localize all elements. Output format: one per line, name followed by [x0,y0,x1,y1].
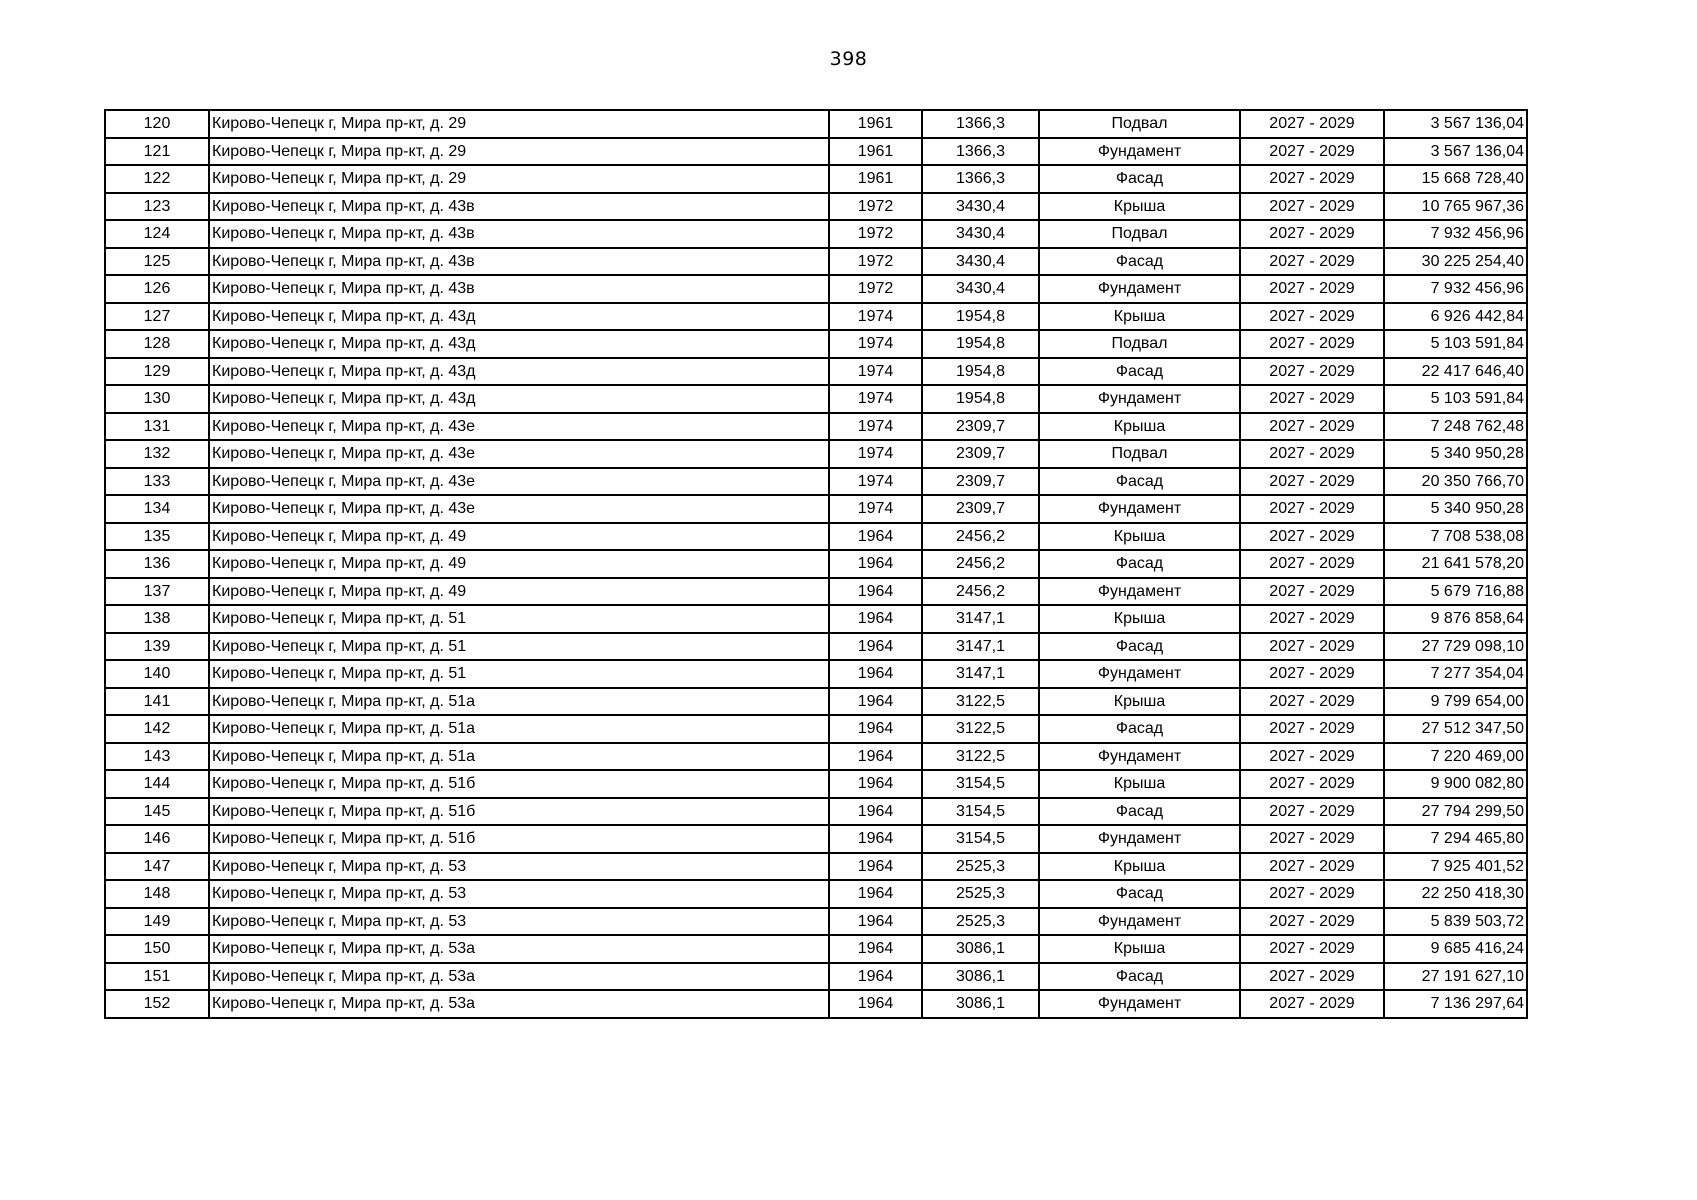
work-type-cell: Фасад [1039,633,1240,661]
table-row [105,495,1527,523]
area-cell: 1954,8 [922,330,1039,358]
cost-cell: 9 900 082,80 [1384,770,1527,798]
address-cell: Кирово-Чепецк г, Мира пр-кт, д. 53 [209,853,829,881]
work-type-cell: Фундамент [1039,908,1240,936]
row-number-cell: 131 [105,413,209,441]
address-cell: Кирово-Чепецк г, Мира пр-кт, д. 43в [209,220,829,248]
address-cell: Кирово-Чепецк г, Мира пр-кт, д. 51 [209,633,829,661]
cost-cell: 7 925 401,52 [1384,853,1527,881]
row-number-cell: 137 [105,578,209,606]
area-cell: 1954,8 [922,358,1039,386]
work-type-cell: Фундамент [1039,990,1240,1018]
work-type-cell: Крыша [1039,303,1240,331]
build-year-cell: 1972 [829,193,922,221]
address-cell: Кирово-Чепецк г, Мира пр-кт, д. 51а [209,743,829,771]
row-number-cell: 123 [105,193,209,221]
cost-cell: 7 932 456,96 [1384,220,1527,248]
address-cell: Кирово-Чепецк г, Мира пр-кт, д. 43е [209,495,829,523]
work-type-cell: Подвал [1039,330,1240,358]
repair-schedule-table [104,109,1528,1019]
row-number-cell: 152 [105,990,209,1018]
area-cell: 3430,4 [922,248,1039,276]
build-year-cell: 1972 [829,220,922,248]
work-type-cell: Фундамент [1039,385,1240,413]
work-type-cell: Фасад [1039,165,1240,193]
row-number-cell: 145 [105,798,209,826]
cost-cell: 5 103 591,84 [1384,385,1527,413]
table-row [105,798,1527,826]
row-number-cell: 121 [105,138,209,166]
address-cell: Кирово-Чепецк г, Мира пр-кт, д. 53 [209,880,829,908]
period-cell: 2027 - 2029 [1240,633,1384,661]
row-number-cell: 149 [105,908,209,936]
address-cell: Кирово-Чепецк г, Мира пр-кт, д. 29 [209,110,829,138]
work-type-cell: Фундамент [1039,275,1240,303]
work-type-cell: Подвал [1039,440,1240,468]
period-cell: 2027 - 2029 [1240,413,1384,441]
period-cell: 2027 - 2029 [1240,440,1384,468]
row-number-cell: 148 [105,880,209,908]
area-cell: 3147,1 [922,605,1039,633]
work-type-cell: Фасад [1039,880,1240,908]
area-cell: 3147,1 [922,660,1039,688]
period-cell: 2027 - 2029 [1240,110,1384,138]
area-cell: 2309,7 [922,413,1039,441]
area-cell: 2456,2 [922,578,1039,606]
table-row [105,935,1527,963]
area-cell: 3430,4 [922,193,1039,221]
table-row [105,165,1527,193]
work-type-cell: Фундамент [1039,660,1240,688]
address-cell: Кирово-Чепецк г, Мира пр-кт, д. 43в [209,193,829,221]
area-cell: 2525,3 [922,853,1039,881]
cost-cell: 3 567 136,04 [1384,138,1527,166]
period-cell: 2027 - 2029 [1240,578,1384,606]
address-cell: Кирово-Чепецк г, Мира пр-кт, д. 49 [209,550,829,578]
row-number-cell: 134 [105,495,209,523]
build-year-cell: 1974 [829,495,922,523]
table-body [105,110,1527,1018]
row-number-cell: 130 [105,385,209,413]
work-type-cell: Крыша [1039,193,1240,221]
period-cell: 2027 - 2029 [1240,165,1384,193]
work-type-cell: Фундамент [1039,138,1240,166]
cost-cell: 22 417 646,40 [1384,358,1527,386]
address-cell: Кирово-Чепецк г, Мира пр-кт, д. 43е [209,440,829,468]
cost-cell: 27 729 098,10 [1384,633,1527,661]
cost-cell: 20 350 766,70 [1384,468,1527,496]
build-year-cell: 1964 [829,935,922,963]
table-row [105,578,1527,606]
cost-cell: 7 932 456,96 [1384,275,1527,303]
address-cell: Кирово-Чепецк г, Мира пр-кт, д. 43д [209,303,829,331]
area-cell: 2309,7 [922,495,1039,523]
row-number-cell: 128 [105,330,209,358]
build-year-cell: 1964 [829,605,922,633]
area-cell: 2456,2 [922,523,1039,551]
table-row [105,193,1527,221]
build-year-cell: 1964 [829,743,922,771]
row-number-cell: 132 [105,440,209,468]
cost-cell: 6 926 442,84 [1384,303,1527,331]
row-number-cell: 138 [105,605,209,633]
area-cell: 1366,3 [922,165,1039,193]
cost-cell: 3 567 136,04 [1384,110,1527,138]
cost-cell: 21 641 578,20 [1384,550,1527,578]
row-number-cell: 139 [105,633,209,661]
area-cell: 3086,1 [922,963,1039,991]
area-cell: 2309,7 [922,468,1039,496]
build-year-cell: 1974 [829,413,922,441]
cost-cell: 7 248 762,48 [1384,413,1527,441]
build-year-cell: 1964 [829,660,922,688]
address-cell: Кирово-Чепецк г, Мира пр-кт, д. 43в [209,275,829,303]
work-type-cell: Крыша [1039,688,1240,716]
work-type-cell: Фасад [1039,715,1240,743]
address-cell: Кирово-Чепецк г, Мира пр-кт, д. 29 [209,165,829,193]
work-type-cell: Крыша [1039,523,1240,551]
build-year-cell: 1974 [829,440,922,468]
period-cell: 2027 - 2029 [1240,468,1384,496]
table-row [105,715,1527,743]
build-year-cell: 1964 [829,963,922,991]
period-cell: 2027 - 2029 [1240,715,1384,743]
row-number-cell: 129 [105,358,209,386]
table-row [105,440,1527,468]
address-cell: Кирово-Чепецк г, Мира пр-кт, д. 51 [209,660,829,688]
work-type-cell: Фундамент [1039,743,1240,771]
area-cell: 3122,5 [922,743,1039,771]
address-cell: Кирово-Чепецк г, Мира пр-кт, д. 49 [209,578,829,606]
address-cell: Кирово-Чепецк г, Мира пр-кт, д. 43д [209,330,829,358]
table-row [105,303,1527,331]
period-cell: 2027 - 2029 [1240,853,1384,881]
period-cell: 2027 - 2029 [1240,880,1384,908]
cost-cell: 27 191 627,10 [1384,963,1527,991]
work-type-cell: Крыша [1039,853,1240,881]
row-number-cell: 125 [105,248,209,276]
table-row [105,963,1527,991]
period-cell: 2027 - 2029 [1240,990,1384,1018]
cost-cell: 15 668 728,40 [1384,165,1527,193]
row-number-cell: 150 [105,935,209,963]
row-number-cell: 126 [105,275,209,303]
period-cell: 2027 - 2029 [1240,220,1384,248]
address-cell: Кирово-Чепецк г, Мира пр-кт, д. 53а [209,935,829,963]
build-year-cell: 1974 [829,358,922,386]
address-cell: Кирово-Чепецк г, Мира пр-кт, д. 53а [209,990,829,1018]
build-year-cell: 1964 [829,908,922,936]
address-cell: Кирово-Чепецк г, Мира пр-кт, д. 43е [209,468,829,496]
area-cell: 2525,3 [922,880,1039,908]
period-cell: 2027 - 2029 [1240,550,1384,578]
area-cell: 1954,8 [922,303,1039,331]
build-year-cell: 1974 [829,385,922,413]
area-cell: 1366,3 [922,110,1039,138]
period-cell: 2027 - 2029 [1240,770,1384,798]
area-cell: 3086,1 [922,935,1039,963]
build-year-cell: 1964 [829,688,922,716]
address-cell: Кирово-Чепецк г, Мира пр-кт, д. 43е [209,413,829,441]
period-cell: 2027 - 2029 [1240,275,1384,303]
row-number-cell: 127 [105,303,209,331]
period-cell: 2027 - 2029 [1240,248,1384,276]
address-cell: Кирово-Чепецк г, Мира пр-кт, д. 49 [209,523,829,551]
build-year-cell: 1964 [829,633,922,661]
cost-cell: 27 794 299,50 [1384,798,1527,826]
area-cell: 3086,1 [922,990,1039,1018]
row-number-cell: 124 [105,220,209,248]
period-cell: 2027 - 2029 [1240,193,1384,221]
build-year-cell: 1964 [829,523,922,551]
address-cell: Кирово-Чепецк г, Мира пр-кт, д. 51б [209,798,829,826]
build-year-cell: 1974 [829,303,922,331]
period-cell: 2027 - 2029 [1240,523,1384,551]
table-row [105,770,1527,798]
cost-cell: 9 876 858,64 [1384,605,1527,633]
period-cell: 2027 - 2029 [1240,825,1384,853]
table-row [105,550,1527,578]
build-year-cell: 1972 [829,248,922,276]
cost-cell: 5 839 503,72 [1384,908,1527,936]
row-number-cell: 147 [105,853,209,881]
work-type-cell: Крыша [1039,935,1240,963]
table-row [105,275,1527,303]
cost-cell: 27 512 347,50 [1384,715,1527,743]
row-number-cell: 142 [105,715,209,743]
cost-cell: 7 277 354,04 [1384,660,1527,688]
work-type-cell: Подвал [1039,220,1240,248]
table-row [105,110,1527,138]
period-cell: 2027 - 2029 [1240,330,1384,358]
work-type-cell: Фасад [1039,248,1240,276]
address-cell: Кирово-Чепецк г, Мира пр-кт, д. 43д [209,385,829,413]
cost-cell: 5 340 950,28 [1384,495,1527,523]
build-year-cell: 1964 [829,715,922,743]
table-row [105,990,1527,1018]
row-number-cell: 135 [105,523,209,551]
work-type-cell: Фундамент [1039,495,1240,523]
period-cell: 2027 - 2029 [1240,660,1384,688]
address-cell: Кирово-Чепецк г, Мира пр-кт, д. 51а [209,688,829,716]
period-cell: 2027 - 2029 [1240,303,1384,331]
build-year-cell: 1964 [829,990,922,1018]
period-cell: 2027 - 2029 [1240,798,1384,826]
row-number-cell: 151 [105,963,209,991]
period-cell: 2027 - 2029 [1240,935,1384,963]
table-row [105,853,1527,881]
table-row [105,880,1527,908]
period-cell: 2027 - 2029 [1240,358,1384,386]
table-row [105,660,1527,688]
area-cell: 3147,1 [922,633,1039,661]
row-number-cell: 122 [105,165,209,193]
table-row [105,688,1527,716]
table-row [105,743,1527,771]
work-type-cell: Крыша [1039,770,1240,798]
build-year-cell: 1974 [829,468,922,496]
work-type-cell: Фасад [1039,468,1240,496]
row-number-cell: 141 [105,688,209,716]
work-type-cell: Фасад [1039,550,1240,578]
area-cell: 3122,5 [922,715,1039,743]
cost-cell: 7 708 538,08 [1384,523,1527,551]
work-type-cell: Подвал [1039,110,1240,138]
row-number-cell: 140 [105,660,209,688]
area-cell: 2525,3 [922,908,1039,936]
row-number-cell: 136 [105,550,209,578]
cost-cell: 22 250 418,30 [1384,880,1527,908]
area-cell: 2456,2 [922,550,1039,578]
cost-cell: 9 799 654,00 [1384,688,1527,716]
area-cell: 3154,5 [922,825,1039,853]
period-cell: 2027 - 2029 [1240,908,1384,936]
cost-cell: 7 294 465,80 [1384,825,1527,853]
row-number-cell: 120 [105,110,209,138]
address-cell: Кирово-Чепецк г, Мира пр-кт, д. 53а [209,963,829,991]
work-type-cell: Фасад [1039,358,1240,386]
table-row [105,248,1527,276]
cost-cell: 5 340 950,28 [1384,440,1527,468]
address-cell: Кирово-Чепецк г, Мира пр-кт, д. 43д [209,358,829,386]
table-row [105,330,1527,358]
table-row [105,908,1527,936]
address-cell: Кирово-Чепецк г, Мира пр-кт, д. 53 [209,908,829,936]
cost-cell: 5 103 591,84 [1384,330,1527,358]
cost-cell: 9 685 416,24 [1384,935,1527,963]
period-cell: 2027 - 2029 [1240,385,1384,413]
work-type-cell: Фасад [1039,963,1240,991]
address-cell: Кирово-Чепецк г, Мира пр-кт, д. 51а [209,715,829,743]
table-row [105,385,1527,413]
build-year-cell: 1964 [829,825,922,853]
work-type-cell: Фасад [1039,798,1240,826]
table-row [105,220,1527,248]
period-cell: 2027 - 2029 [1240,743,1384,771]
address-cell: Кирово-Чепецк г, Мира пр-кт, д. 51б [209,770,829,798]
build-year-cell: 1964 [829,550,922,578]
period-cell: 2027 - 2029 [1240,495,1384,523]
build-year-cell: 1961 [829,138,922,166]
period-cell: 2027 - 2029 [1240,138,1384,166]
build-year-cell: 1964 [829,798,922,826]
area-cell: 1366,3 [922,138,1039,166]
table-row [105,825,1527,853]
table-row [105,358,1527,386]
build-year-cell: 1964 [829,880,922,908]
build-year-cell: 1964 [829,770,922,798]
cost-cell: 30 225 254,40 [1384,248,1527,276]
row-number-cell: 133 [105,468,209,496]
build-year-cell: 1961 [829,165,922,193]
table-row [105,468,1527,496]
area-cell: 1954,8 [922,385,1039,413]
area-cell: 3154,5 [922,798,1039,826]
area-cell: 2309,7 [922,440,1039,468]
table-row [105,138,1527,166]
work-type-cell: Крыша [1039,605,1240,633]
period-cell: 2027 - 2029 [1240,605,1384,633]
period-cell: 2027 - 2029 [1240,688,1384,716]
page-number: 398 [829,48,868,70]
cost-cell: 7 220 469,00 [1384,743,1527,771]
row-number-cell: 146 [105,825,209,853]
address-cell: Кирово-Чепецк г, Мира пр-кт, д. 43в [209,248,829,276]
build-year-cell: 1972 [829,275,922,303]
table-row [105,523,1527,551]
cost-cell: 7 136 297,64 [1384,990,1527,1018]
cost-cell: 10 765 967,36 [1384,193,1527,221]
address-cell: Кирово-Чепецк г, Мира пр-кт, д. 29 [209,138,829,166]
area-cell: 3430,4 [922,220,1039,248]
cost-cell: 5 679 716,88 [1384,578,1527,606]
work-type-cell: Фундамент [1039,578,1240,606]
table-row [105,633,1527,661]
build-year-cell: 1964 [829,578,922,606]
address-cell: Кирово-Чепецк г, Мира пр-кт, д. 51 [209,605,829,633]
area-cell: 3154,5 [922,770,1039,798]
table-row [105,605,1527,633]
work-type-cell: Фундамент [1039,825,1240,853]
build-year-cell: 1964 [829,853,922,881]
area-cell: 3430,4 [922,275,1039,303]
area-cell: 3122,5 [922,688,1039,716]
work-type-cell: Крыша [1039,413,1240,441]
table-row [105,413,1527,441]
build-year-cell: 1974 [829,330,922,358]
row-number-cell: 143 [105,743,209,771]
row-number-cell: 144 [105,770,209,798]
address-cell: Кирово-Чепецк г, Мира пр-кт, д. 51б [209,825,829,853]
build-year-cell: 1961 [829,110,922,138]
period-cell: 2027 - 2029 [1240,963,1384,991]
